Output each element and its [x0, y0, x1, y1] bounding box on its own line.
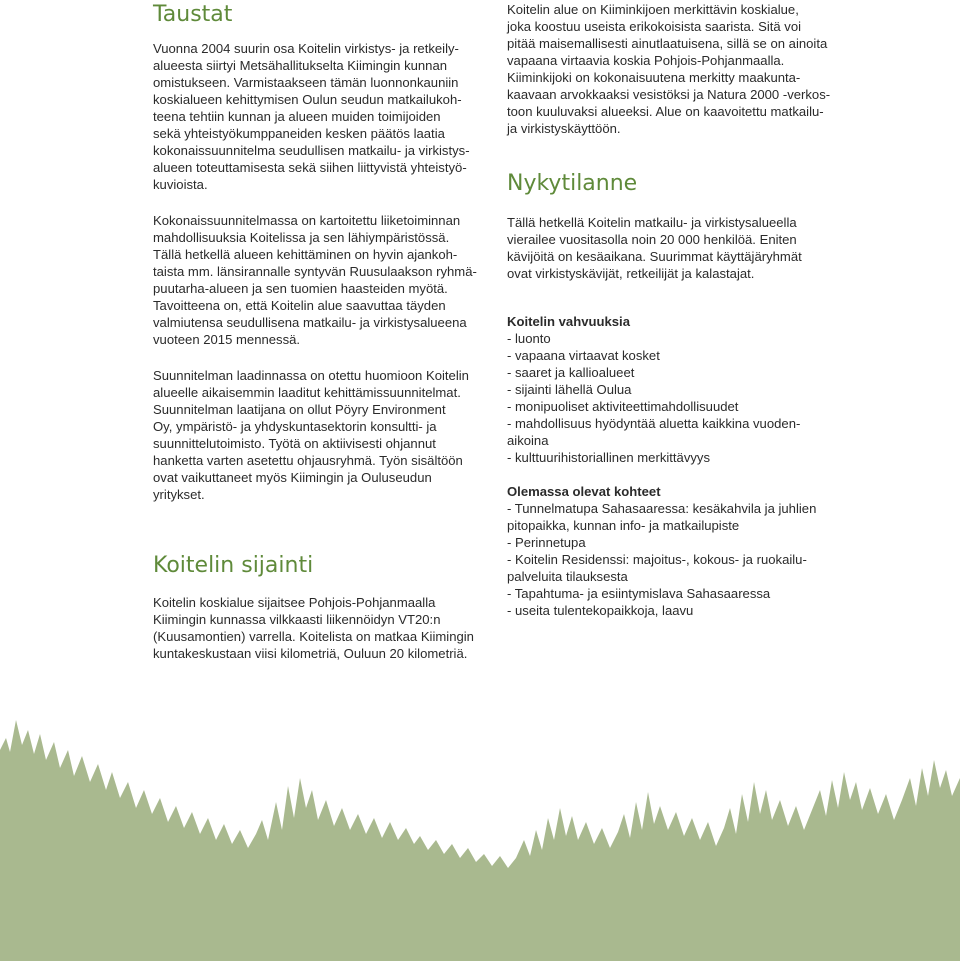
nykytilanne-paragraph: Tällä hetkellä Koitelin matkailu- ja virkistysalueella vierailee vuositasolla noin 20 000 henkilöä. Eniten kävijöitä on kesäaikana. Suurimmat käyttäjäryhmät ovat virkistyskävijät, retkeilijät ja kalastajat. — [507, 215, 802, 281]
list-item: - Tapahtuma- ja esiintymislava Sahasaaressa — [507, 586, 771, 601]
heading-koitelin-sijainti: Koitelin sijainti — [153, 553, 314, 578]
right-column — [507, 0, 837, 619]
taustat-paragraph-1: Vuonna 2004 suurin osa Koitelin virkistys- ja retkeily- alueesta siirtyi Metsähallitukselta Kiimingin kunnan omistukseen. Varmistaakseen tämän luonnonkauniin koskialueen kehittymisen Oulun seudun matkailukoh- teena tehtiin kunnan ja alueen muiden toimijoiden sekä yhteistyökumppaneiden kesken päätös laatia kokonaissuunnitelma seudullisen matkailu- ja virkistys- alueen toteuttamisesta sekä siihen liittyvistä yhteistyö- kuvioista. — [153, 41, 470, 192]
list-item: - sijainti lähellä Oulua — [507, 382, 632, 397]
list-item: - monipuoliset aktiviteettimahdollisuudet — [507, 399, 739, 414]
forest-silhouette-illustration — [0, 690, 960, 961]
list-item: - mahdollisuus hyödyntää aluetta kaikkina vuoden- aikoina — [507, 416, 801, 448]
heading-koitelin-vahvuuksia: Koitelin vahvuuksia — [507, 314, 630, 329]
heading-olemassa-olevat-kohteet: Olemassa olevat kohteet — [507, 484, 661, 499]
list-item: - Perinnetupa — [507, 535, 586, 550]
taustat-paragraph-3: Suunnitelman laadinnassa on otettu huomioon Koitelin alueelle aikaisemmin laaditut kehittämissuunnitelmat. Suunnitelman laatijana on ollut Pöyry Environment Oy, ympäristö- ja yhdyskuntasektorin konsultti- ja suunnittelutoimisto. Työtä on aktiivisesti ohjannut hanketta varten asetettu ohjausryhmä. Työn sisältöön ovat vaikuttaneet myös Kiimingin ja Ouluseudun yritykset. — [153, 368, 469, 502]
existing-sites-list — [507, 500, 837, 619]
heading-nykytilanne: Nykytilanne — [507, 171, 638, 196]
tree-line-silhouette — [0, 720, 960, 961]
list-item: - Tunnelmatupa Sahasaaressa: kesäkahvila ja juhlien pitopaikka, kunnan info- ja matkailupiste — [507, 501, 817, 533]
strengths-list — [507, 330, 837, 466]
list-item: - luonto — [507, 331, 551, 346]
list-item: - kulttuurihistoriallinen merkittävyys — [507, 450, 711, 465]
list-item: - Koitelin Residenssi: majoitus-, kokous- ja ruokailu- palveluita tilauksesta — [507, 552, 807, 584]
sijainti-paragraph: Koitelin koskialue sijaitsee Pohjois-Pohjanmaalla Kiimingin kunnassa vilkkaasti liikennöidyn VT20:n (Kuusamontien) varrella. Koitelista on matkaa Kiimingin kuntakeskustaan viisi kilometriä, Ouluun 20 kilometriä. — [153, 595, 474, 661]
list-item: - useita tulentekopaikkoja, laavu — [507, 603, 694, 618]
taustat-paragraph-2: Kokonaissuunnitelmassa on kartoitettu liiketoiminnan mahdollisuuksia Koitelissa ja sen lähiympäristössä. Tällä hetkellä alueen kehittäminen on hyvin ajankoh- taista mm. länsirannalle syntyvän Ruusulaakson ryhmä- puutarha-alueen ja sen tuomien haasteiden myötä. Tavoitteena on, että Koitelin alue saavuttaa täyden valmiutensa seudullisena matkailu- ja virkistysalueena vuoteen 2015 mennessä. — [153, 213, 477, 347]
left-column — [153, 0, 481, 662]
intro-paragraph: Koitelin alue on Kiiminkijoen merkittävin koskialue, joka koostuu useista erikokoisista saarista. Sitä voi pitää maisemallisesti ainutlaatuisena, sillä se on ainoita vapaana virtaavia koskia Pohjois-Pohjanmaalla. Kiiminkijoki on kokonaisuutena merkitty maakunta- kaavaan arvokkaaksi vesistöksi ja Natura 2000 -verkos- toon kuuluvaksi alueeksi. Alue on kaavoitettu matkailu- ja virkistyskäyttöön. — [507, 2, 831, 136]
list-item: - saaret ja kallioalueet — [507, 365, 635, 380]
heading-taustat: Taustat — [153, 2, 233, 27]
list-item: - vapaana virtaavat kosket — [507, 348, 660, 363]
